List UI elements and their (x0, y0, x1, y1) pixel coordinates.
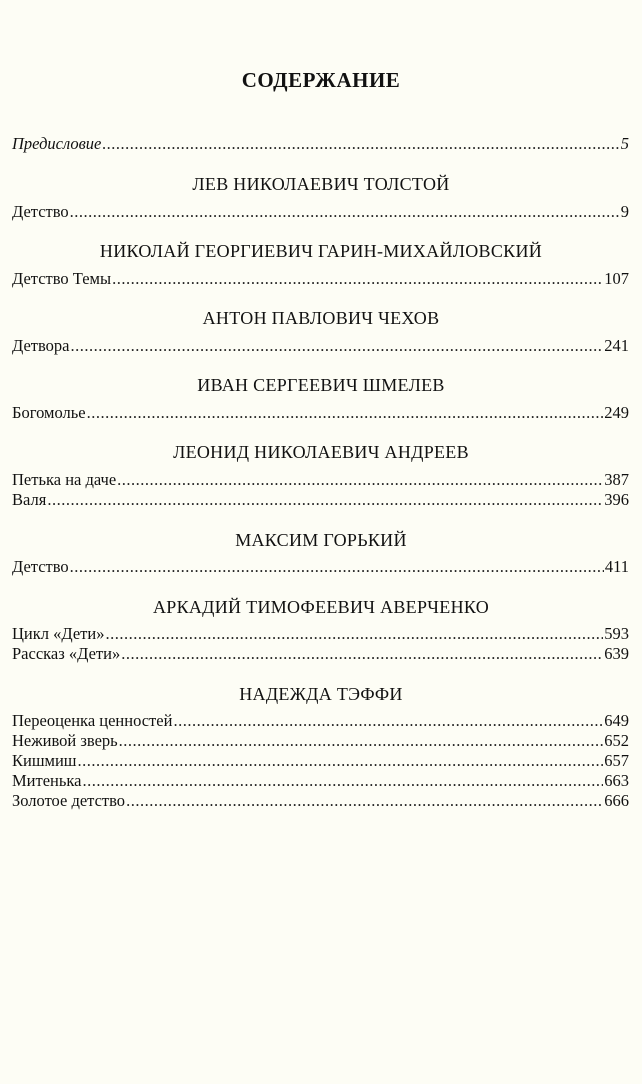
toc-entry[interactable] (12, 556, 629, 578)
entry-page: 249 (604, 403, 629, 422)
entry-page: 657 (604, 751, 629, 770)
toc-entry[interactable] (12, 730, 629, 752)
leader-dots (82, 770, 603, 792)
entry-title: Петька на даче (12, 470, 117, 489)
entry-title: Неживой зверь (12, 731, 118, 750)
leader-dots (102, 133, 619, 155)
entry-title: Цикл «Дети» (12, 624, 105, 643)
page-title: СОДЕРЖАНИЕ (241, 68, 401, 92)
toc-entry[interactable] (12, 643, 629, 665)
toc-entry[interactable] (12, 469, 629, 491)
entry-page: 241 (604, 336, 629, 355)
entry-page: 639 (604, 644, 629, 663)
entry-title: Детвора (12, 336, 70, 355)
leader-dots (71, 335, 604, 357)
entry-page: 411 (604, 557, 629, 576)
entry-title: Митенька (12, 771, 82, 790)
author-heading: АНТОН ПАВЛОВИЧ ЧЕХОВ (202, 308, 440, 328)
leader-dots (87, 402, 604, 424)
entry-title: Кишмиш (12, 751, 77, 770)
toc-entry[interactable] (12, 402, 629, 424)
entry-page: 649 (604, 711, 629, 730)
leader-dots (105, 623, 603, 645)
leader-dots (70, 201, 620, 223)
leader-dots (173, 710, 603, 732)
leader-dots (117, 469, 603, 491)
entry-page: 593 (604, 624, 629, 643)
entry-title: Рассказ «Дети» (12, 644, 121, 663)
leader-dots (47, 489, 603, 511)
toc-entry[interactable] (12, 710, 629, 732)
author-heading: ЛЕВ НИКОЛАЕВИЧ ТОЛСТОЙ (192, 174, 450, 194)
leader-dots (78, 750, 604, 772)
entry-page: 387 (604, 470, 629, 489)
leader-dots (70, 556, 604, 578)
entry-title: Детство (12, 557, 69, 576)
entry-title: Предисловие (12, 134, 102, 153)
entry-page: 663 (604, 771, 629, 790)
entry-page: 9 (620, 202, 629, 221)
toc-entry[interactable] (12, 623, 629, 645)
entry-page: 666 (604, 791, 629, 810)
entry-title: Детство Темы (12, 269, 112, 288)
entry-title: Богомолье (12, 403, 86, 422)
toc-entry[interactable] (12, 489, 629, 511)
author-heading: МАКСИМ ГОРЬКИЙ (235, 530, 407, 550)
entry-page: 396 (604, 490, 629, 509)
toc-entry[interactable] (12, 268, 629, 290)
author-heading: НАДЕЖДА ТЭФФИ (239, 684, 403, 704)
entry-page: 107 (604, 269, 629, 288)
toc-entry[interactable] (12, 750, 629, 772)
toc-entry[interactable] (12, 770, 629, 792)
author-heading: АРКАДИЙ ТИМОФЕЕВИЧ АВЕРЧЕНКО (152, 597, 490, 617)
toc-entry[interactable] (12, 790, 629, 812)
leader-dots (121, 643, 603, 665)
toc-entry[interactable] (12, 335, 629, 357)
entry-title: Валя (12, 490, 47, 509)
leader-dots (112, 268, 603, 290)
entry-title: Детство (12, 202, 69, 221)
leader-dots (126, 790, 603, 812)
author-heading: ЛЕОНИД НИКОЛАЕВИЧ АНДРЕЕВ (173, 442, 469, 462)
entry-page: 5 (620, 134, 629, 153)
toc-entry-preface[interactable] (12, 133, 629, 155)
entry-page: 652 (604, 731, 629, 750)
entry-title: Золотое детство (12, 791, 126, 810)
leader-dots (119, 730, 604, 752)
entry-title: Переоценка ценностей (12, 711, 173, 730)
author-heading: ИВАН СЕРГЕЕВИЧ ШМЕЛЕВ (197, 375, 445, 395)
author-heading: НИКОЛАЙ ГЕОРГИЕВИЧ ГАРИН-МИХАЙЛОВСКИЙ (99, 241, 543, 261)
toc-entry[interactable] (12, 201, 629, 223)
